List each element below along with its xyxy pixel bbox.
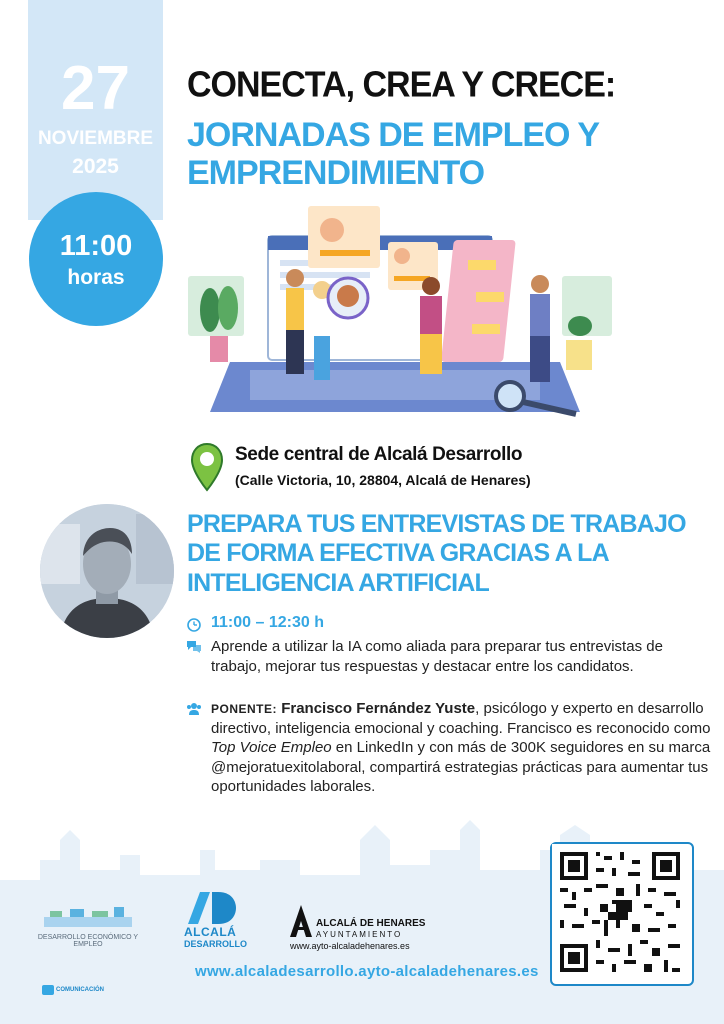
- speaker-bio: [211, 699, 711, 797]
- main-title: CONECTA, CREA Y CRECE:: [187, 65, 616, 105]
- talk-description: Aprende a utilizar la IA como aliada para preparar tus entrevistas de trabajo, mejorar tus respuestas y destacar entre los candidatos.: [211, 638, 663, 675]
- event-day: 27: [61, 54, 130, 123]
- event-time-unit: horas: [67, 266, 125, 289]
- talk-time-range: 11:00 – 12:30 h: [211, 614, 324, 631]
- clock-icon: [187, 618, 201, 632]
- event-month: NOVIEMBRE: [37, 128, 154, 149]
- website-link[interactable]: www.alcaladesarrollo.ayto-alcaladehenares.es: [195, 963, 539, 980]
- logo-ayto-line1: ALCALÁ DE HENARES: [316, 918, 426, 929]
- venue-name: Sede central de Alcalá Desarrollo: [235, 444, 523, 465]
- logo-ayto-line2: AYUNTAMIENTO: [316, 930, 403, 939]
- talk-title: PREPARA TUS ENTREVISTAS DE TRABAJO DE FORMA EFECTIVA GRACIAS A LA INTELIGENCIA ARTIFICIAL: [187, 510, 686, 597]
- ponente-bio-part1: , psicólogo y experto en desarrollo directivo, inteligencia emocional y coaching. Francisco es reconocido como: [211, 700, 711, 737]
- ayuntamiento-logo-icon: [288, 903, 314, 939]
- chat-bubbles-icon: [186, 640, 202, 654]
- city-logo-icon: [40, 905, 136, 931]
- alcala-desarrollo-logo-icon: [186, 890, 238, 926]
- qr-code[interactable]: [550, 842, 694, 986]
- logo-desarrollo-economico: DESARROLLO ECONÓMICO Y EMPLEO: [37, 934, 139, 948]
- location-pin-icon: [190, 442, 224, 492]
- main-subtitle: JORNADAS DE EMPLEO Y EMPRENDIMIENTO: [187, 116, 599, 193]
- logo-alcala-line1: ALCALÁ: [184, 925, 237, 939]
- comunicacion-icon: [42, 985, 54, 995]
- recruitment-illustration: [180, 200, 620, 422]
- ponente-bio-part2: en LinkedIn y con más de 300K seguidores en su marca @mejoratuexitolaboral, compartirá estrategias prácticas para aumentar tus oportunidades laborales.: [211, 739, 711, 795]
- comunicacion-label: COMUNICACIÓN: [56, 987, 104, 993]
- users-icon: [186, 702, 202, 716]
- logo-ayto-url: www.ayto-alcaladehenares.es: [290, 941, 410, 951]
- venue-address: (Calle Victoria, 10, 28804, Alcalá de Henares): [235, 472, 531, 488]
- event-year: 2025: [72, 155, 119, 178]
- ponente-name: Francisco Fernández Yuste: [281, 700, 476, 717]
- ponente-label: PONENTE:: [211, 702, 278, 716]
- logo-alcala-line2: DESARROLLO: [184, 939, 247, 949]
- speaker-avatar: [40, 504, 174, 638]
- ponente-highlight: Top Voice Empleo: [211, 739, 332, 756]
- event-time: 11:00: [59, 230, 133, 262]
